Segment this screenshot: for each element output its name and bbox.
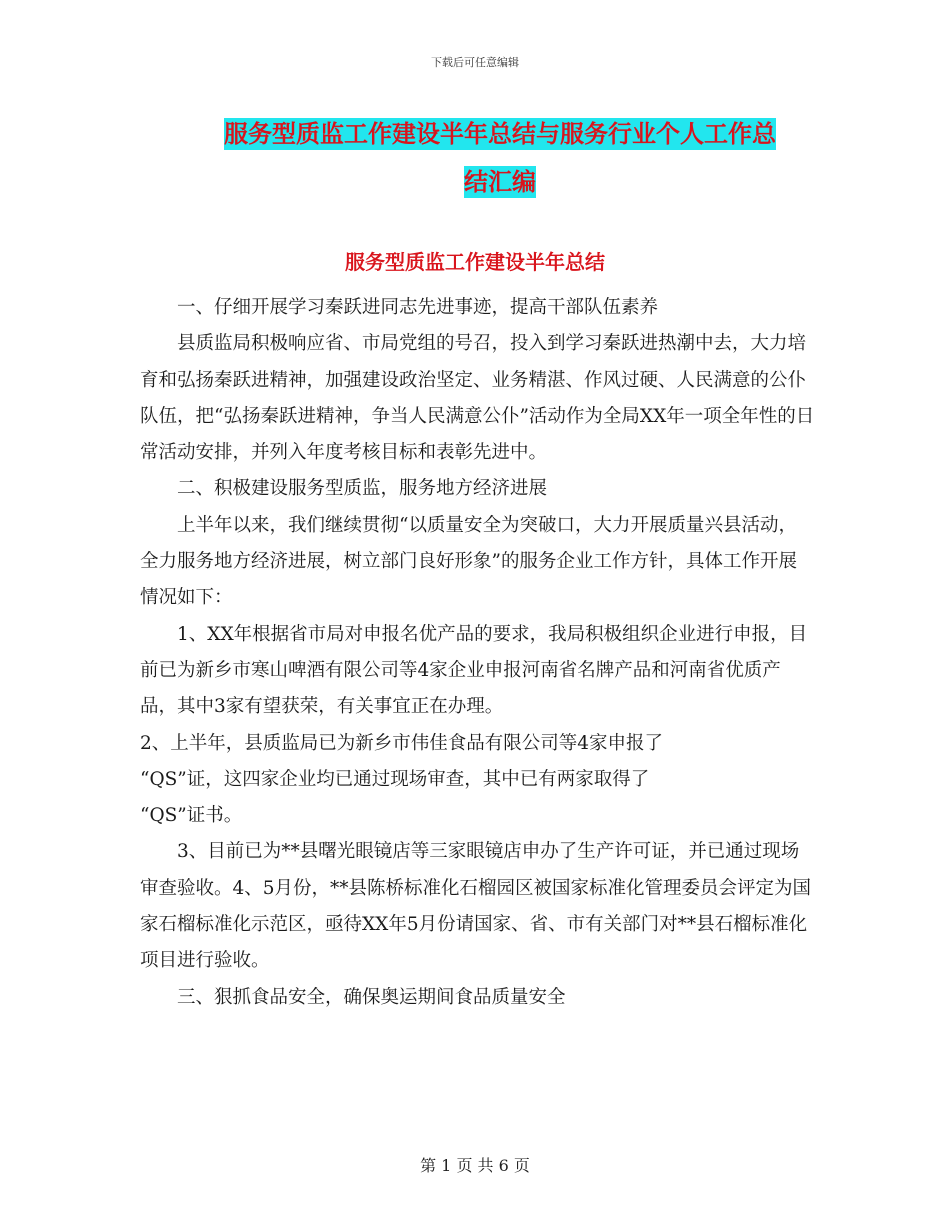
paragraph: 2、上半年，县质监局已为新乡市伟佳食品有限公司等4家申报了 — [140, 732, 664, 754]
paragraph-heading-3: 三、狠抓食品安全，确保奥运期间食品质量安全 — [177, 986, 566, 1008]
paragraph: 县质监局积极响应省、市局党组的号召，投入到学习秦跃进热潮中去，大力培育和弘扬秦跃进精神，加强建设政治坚定、业务精湛、作风过硬、人民满意的公仆队伍，把“弘扬秦跃进精神，争当人民满意公仆”活动作为全局XX年一项全年性的日常活动安排，并列入年度考核目标和表彰先进中。 — [140, 333, 815, 464]
document-title-line-2: 结汇编 — [464, 168, 536, 196]
paragraph-heading-1: 一、仔细开展学习秦跃进同志先进事迹，提高干部队伍素养 — [177, 297, 659, 318]
paragraph: “QS”证书。 — [140, 805, 243, 827]
section-title: 服务型质监工作建设半年总结 — [345, 250, 605, 274]
paragraph: 3、目前已为**县曙光眼镜店等三家眼镜店申办了生产许可证，并已通过现场审查验收。4、5月份，**县陈桥标准化石榴园区被国家标准化管理委员会评定为国家石榴标准化示范区，亟待XX年5月份请国家、省、市有关部门对**县石榴标准化项目进行验收。 — [140, 841, 812, 972]
document-title-line-1: 服务型质监工作建设半年总结与服务行业个人工作总 — [224, 120, 776, 148]
paragraph: 上半年以来，我们继续贯彻“以质量安全为突破口，大力开展质量兴县活动，全力服务地方经济进展，树立部门良好形象”的服务企业工作方针，具体工作开展情况如下： — [140, 514, 797, 609]
paragraph: 1、XX年根据省市局对申报名优产品的要求，我局积极组织企业进行申报，目前已为新乡市寒山啤酒有限公司等4家企业申报河南省名牌产品和河南省优质产品，其中3家有望获荣，有关事宜正在办理。 — [140, 623, 808, 718]
header-note: 下载后可任意编辑 — [431, 56, 519, 69]
document-body — [140, 290, 815, 1016]
page-number: 第 1 页 共 6 页 — [420, 1156, 530, 1175]
document-title — [140, 110, 860, 206]
paragraph: “QS”证，这四家企业均已通过现场审查，其中已有两家取得了 — [140, 768, 650, 790]
paragraph-heading-2: 二、积极建设服务型质监，服务地方经济进展 — [177, 478, 548, 500]
